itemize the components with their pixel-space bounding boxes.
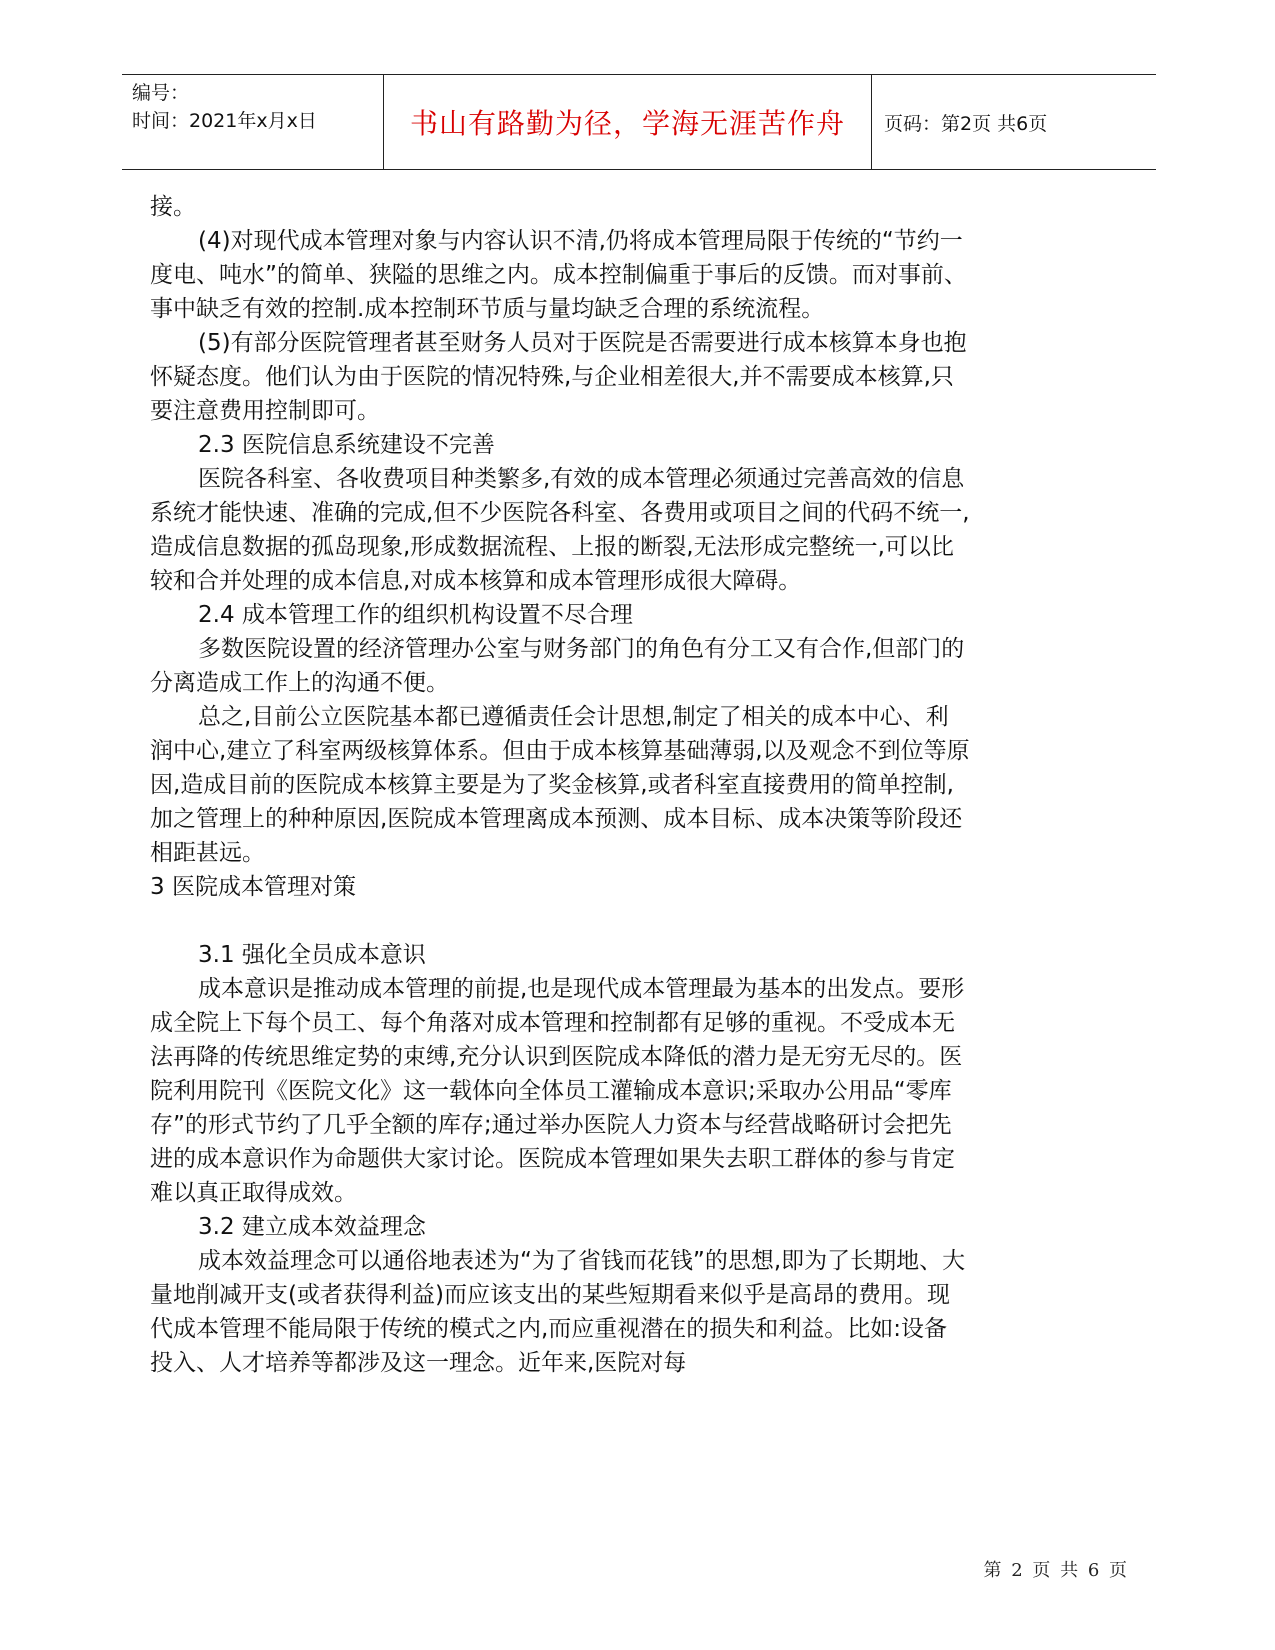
paragraph-summary: 总之,目前公立医院基本都已遵循责任会计思想,制定了相关的成本中心、利润中心,建立了科室两级核算体系。但由于成本核算基础薄弱,以及观念不到位等原因,造成目前的医院成本核算主要是为了奖金核算,或者科室直接费用的简单控制,加之管理上的种种原因,医院成本管理离成本预测、成本目标、成本决策等阶段还相距甚远。 bbox=[150, 704, 970, 866]
paragraph-cost-awareness: 成本意识是推动成本管理的前提,也是现代成本管理最为基本的出发点。要形成全院上下每个员工、每个角落对成本管理和控制都有足够的重视。不受成本无法再降的传统思维定势的束缚,充分认识到医院成本降低的潜力是无穷无尽的。医院利用院刊《医院文化》这一载体向全体员工灌输成本意识;采取办公用品“零库存”的形式节约了几乎全额的库存;通过举办医院人力资本与经营战略研讨会把先进的成本意识作为命题供大家讨论。医院成本管理如果失去职工群体的参与肯定难以真正取得成效。 bbox=[150, 976, 965, 1206]
section-heading-2-3: 2.3 医院信息系统建设不完善 bbox=[198, 432, 495, 458]
section-heading-3-2: 3.2 建立成本效益理念 bbox=[198, 1214, 426, 1240]
paragraph-organization: 多数医院设置的经济管理办公室与财务部门的角色有分工又有合作,但部门的分离造成工作上的沟通不便。 bbox=[150, 636, 965, 696]
number-label: 编号： bbox=[132, 82, 190, 104]
paragraph-item-4: (4)对现代成本管理对象与内容认识不清,仍将成本管理局限于传统的“节约一度电、吨水”的简单、狭隘的思维之内。成本控制偏重于事后的反馈。而对事前、事中缺乏有效的控制.成本控制环节质与量均缺乏合理的系统流程。 bbox=[150, 228, 967, 322]
paragraph-item-5: (5)有部分医院管理者甚至财务人员对于医院是否需要进行成本核算本身也抱怀疑态度。他们认为由于医院的情况特殊,与企业相差很大,并不需要成本核算,只要注意费用控制即可。 bbox=[150, 330, 967, 424]
paragraph-cost-benefit: 成本效益理念可以通俗地表述为“为了省钱而花钱”的思想,即为了长期地、大量地削减开支(或者获得利益)而应该支出的某些短期看来似乎是高昂的费用。现代成本管理不能局限于传统的模式之内,而应重视潜在的损失和利益。比如:设备投入、人才培养等都涉及这一理念。近年来,医院对每 bbox=[150, 1248, 966, 1376]
blank-line bbox=[150, 904, 970, 938]
page-footer: 第 2 页 共 6 页 bbox=[983, 1560, 1129, 1581]
document-body bbox=[150, 190, 970, 1380]
paragraph-info-system: 医院各科室、各收费项目种类繁多,有效的成本管理必须通过完善高效的信息系统才能快速、准确的完成,但不少医院各科室、各费用或项目之间的代码不统一,造成信息数据的孤岛现象,形成数据流程、上报的断裂,无法形成完整统一,可以比较和合并处理的成本信息,对成本核算和成本管理形成很大障碍。 bbox=[150, 466, 970, 594]
paragraph-continuation: 接。 bbox=[150, 194, 196, 220]
section-heading-3-1: 3.1 强化全员成本意识 bbox=[198, 942, 426, 968]
header-meta bbox=[122, 75, 384, 169]
section-heading-2-4: 2.4 成本管理工作的组织机构设置不尽合理 bbox=[198, 602, 633, 628]
section-heading-3: 3 医院成本管理对策 bbox=[150, 874, 356, 900]
page-header bbox=[122, 74, 1156, 170]
motto-title: 书山有路勤为径，学海无涯苦作舟 bbox=[384, 75, 872, 169]
time-label: 时间：2021年x月x日 bbox=[132, 110, 317, 132]
page-indicator: 页码：第2页 共6页 bbox=[884, 112, 1048, 135]
